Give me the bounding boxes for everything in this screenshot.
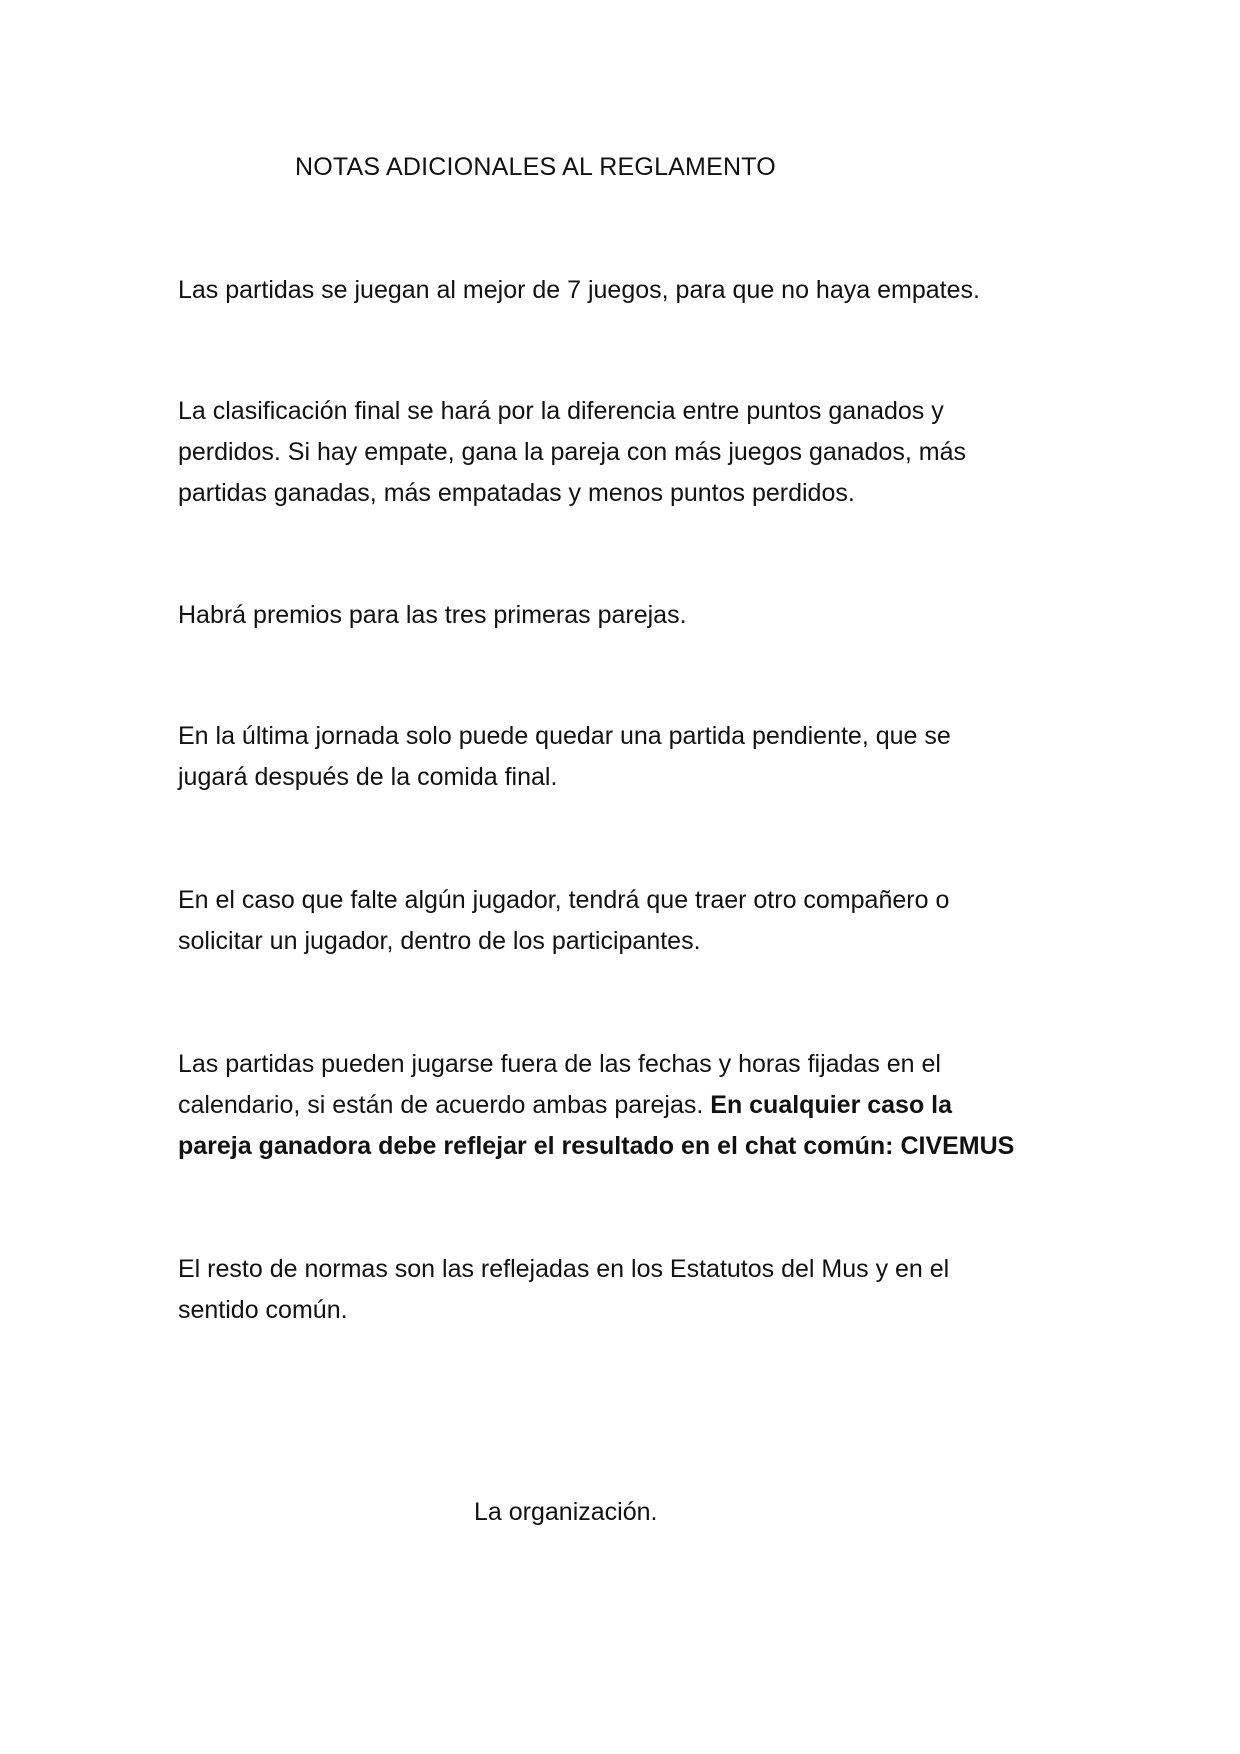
paragraph-missing-player (178, 880, 1078, 962)
document-title: NOTAS ADICIONALES AL REGLAMENTO (295, 153, 776, 181)
paragraph-line: En la última jornada solo puede quedar una partida pendiente, que se (178, 722, 951, 750)
bold-emphasis-text: En cualquier caso la (710, 1091, 953, 1119)
paragraph-line: Las partidas pueden jugarse fuera de las fechas y horas fijadas en el (178, 1050, 941, 1078)
bold-emphasis-text: pareja ganadora debe reflejar el resultado en el chat común: CIVEMUS (178, 1132, 1015, 1160)
paragraph-line: Habrá premios para las tres primeras parejas. (178, 601, 687, 629)
paragraph-schedule-flexibility (178, 1044, 1078, 1167)
paragraph-line (178, 1085, 1078, 1126)
paragraph-line: partidas ganadas, más empatadas y menos puntos perdidos. (178, 479, 855, 507)
paragraph-line: sentido común. (178, 1296, 348, 1324)
paragraph-line: jugará después de la comida final. (178, 763, 558, 791)
paragraph-line: Las partidas se juegan al mejor de 7 juegos, para que no haya empates. (178, 276, 980, 304)
paragraph-text: calendario, si están de acuerdo ambas parejas. (178, 1091, 711, 1119)
paragraph-line: solicitar un jugador, dentro de los participantes. (178, 927, 701, 955)
paragraph-line: En el caso que falte algún jugador, tendrá que traer otro compañero o (178, 886, 950, 914)
paragraph-line: perdidos. Si hay empate, gana la pareja con más juegos ganados, más (178, 438, 966, 466)
paragraph-prizes (178, 595, 1078, 636)
paragraph-best-of-seven (178, 270, 1078, 311)
paragraph-other-rules (178, 1249, 1078, 1331)
paragraph-line: La clasificación final se hará por la diferencia entre puntos ganados y (178, 397, 944, 425)
paragraph-final-classification (178, 391, 1078, 514)
paragraph-last-round (178, 716, 1078, 798)
paragraph-line: El resto de normas son las reflejadas en los Estatutos del Mus y en el (178, 1255, 950, 1283)
signature: La organización. (474, 1498, 658, 1526)
